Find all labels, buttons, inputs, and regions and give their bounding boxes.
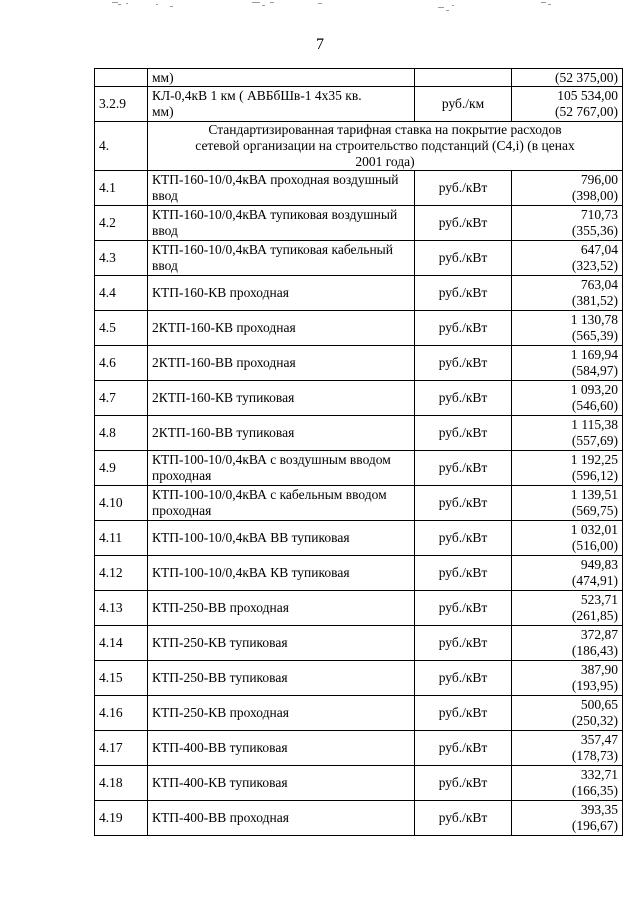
row-unit: руб./кВт [415,591,512,626]
row-value [512,766,623,801]
row-value [512,696,623,731]
row-name-line: КЛ-0,4кВ 1 км ( АВБбШв-1 4х35 кв. [152,88,362,103]
row-value-full: 393,35 [580,802,618,817]
row-name: КТП-100-10/0,4кВА с воздушным вводом проходная [148,451,415,486]
row-value [512,416,623,451]
row-value-half: (166,35) [571,783,618,798]
table-row [95,346,623,381]
table-row [95,801,623,836]
row-number: 4.13 [95,591,148,626]
row-value [512,346,623,381]
row-number: 4.17 [95,731,148,766]
row-number: 4.3 [95,241,148,276]
table-row [95,626,623,661]
row-unit: руб./кВт [415,416,512,451]
row-name: КТП-250-ВВ проходная [148,591,415,626]
row-value [512,486,623,521]
row-unit: руб./кВт [415,311,512,346]
table-row [95,451,623,486]
row-value-full: 357,47 [580,732,618,747]
row-unit: руб./км [415,87,512,122]
table-row [95,556,623,591]
row-unit: руб./кВт [415,486,512,521]
row-unit: руб./кВт [415,241,512,276]
row-value [512,731,623,766]
row-value-full: 1 032,01 [570,522,618,537]
section-title-line: 2001 года) [355,154,415,169]
row-value-half: (557,69) [571,433,618,448]
table-row [95,416,623,451]
row-value [512,171,623,206]
row-value-half: (196,67) [571,818,618,833]
row-value-half: (186,43) [571,643,618,658]
row-value-full: 1 115,38 [571,417,618,432]
row-unit [415,69,512,87]
row-name: КТП-250-КВ проходная [148,696,415,731]
row-value-half: (584,97) [571,363,618,378]
row-value-full: 1 130,78 [570,312,618,327]
row-value-full: 710,73 [580,207,618,222]
row-number: 4.6 [95,346,148,381]
row-name: КТП-400-КВ тупиковая [148,766,415,801]
row-name: КТП-160-10/0,4кВА тупиковая кабельный ввод [148,241,415,276]
row-unit: руб./кВт [415,206,512,241]
row-value-full: 1 139,51 [570,487,618,502]
row-value-full: 387,90 [580,662,618,677]
table-row-continuation [95,69,623,87]
row-name: КТП-160-10/0,4кВА проходная воздушный ввод [148,171,415,206]
row-value-half: (178,73) [571,748,618,763]
row-value-full: 1 093,20 [570,382,618,397]
table-row [95,766,623,801]
row-unit: руб./кВт [415,661,512,696]
row-number: 4.19 [95,801,148,836]
row-value-half: (193,95) [571,678,618,693]
row-name: 2КТП-160-ВВ проходная [148,346,415,381]
row-value [512,626,623,661]
row-unit: руб./кВт [415,801,512,836]
row-unit: руб./кВт [415,521,512,556]
table-row-3-2-9 [95,87,623,122]
row-unit: руб./кВт [415,556,512,591]
row-unit: руб./кВт [415,696,512,731]
table-row [95,171,623,206]
row-value [512,556,623,591]
row-value-half: (381,52) [571,293,618,308]
row-name: мм) [148,69,415,87]
row-number: 4.11 [95,521,148,556]
row-unit: руб./кВт [415,626,512,661]
row-unit: руб./кВт [415,346,512,381]
row-value [512,87,623,122]
row-value-full: 949,83 [580,557,618,572]
row-value-half: (323,52) [571,258,618,273]
scan-artifacts [0,0,640,30]
row-value [512,276,623,311]
row-unit: руб./кВт [415,451,512,486]
row-value-full: 500,65 [580,697,618,712]
row-name: 2КТП-160-КВ проходная [148,311,415,346]
row-value-full: 1 192,25 [570,452,618,467]
row-value-full: 763,04 [580,277,618,292]
row-value-half: (474,91) [571,573,618,588]
row-number: 4.12 [95,556,148,591]
row-value-full: 796,00 [580,172,618,187]
row-value-full: 372,87 [580,627,618,642]
row-number: 3.2.9 [95,87,148,122]
row-value-full: 647,04 [580,242,618,257]
table-row [95,591,623,626]
row-value-half: (250,32) [571,713,618,728]
row-unit: руб./кВт [415,276,512,311]
row-value-half: (398,00) [571,188,618,203]
row-value-full: 1 169,94 [570,347,618,362]
row-name: 2КТП-160-КВ тупиковая [148,381,415,416]
row-value-half: (546,60) [571,398,618,413]
page-number: 7 [316,36,324,53]
table-row [95,241,623,276]
section-title-line: Стандартизированная тарифная ставка на покрытие расходов [208,122,562,137]
row-name: КТП-250-КВ тупиковая [148,626,415,661]
row-value-full: 105 534,00 [557,88,618,103]
row-number: 4.15 [95,661,148,696]
row-number: 4.2 [95,206,148,241]
table-row [95,311,623,346]
row-value-full: 523,71 [580,592,618,607]
row-unit: руб./кВт [415,381,512,416]
row-value [512,311,623,346]
table-row [95,696,623,731]
row-value: (52 375,00) [512,69,623,87]
row-value [512,661,623,696]
row-name-line: мм) [152,104,174,119]
row-name: КТП-160-КВ проходная [148,276,415,311]
row-unit: руб./кВт [415,171,512,206]
row-value [512,451,623,486]
row-name: КТП-160-10/0,4кВА тупиковая воздушный ввод [148,206,415,241]
row-value [512,241,623,276]
row-value-half: (355,36) [571,223,618,238]
row-number: 4.14 [95,626,148,661]
row-name: 2КТП-160-ВВ тупиковая [148,416,415,451]
row-value-half: (516,00) [571,538,618,553]
row-number: 4.5 [95,311,148,346]
row-name: КТП-250-ВВ тупиковая [148,661,415,696]
row-number: 4.10 [95,486,148,521]
table-row [95,661,623,696]
row-value-half: (52 767,00) [555,104,618,119]
row-number: 4.8 [95,416,148,451]
row-name: КТП-100-10/0,4кВА с кабельным вводом проходная [148,486,415,521]
row-number [95,69,148,87]
row-unit: руб./кВт [415,731,512,766]
table-row [95,521,623,556]
row-value-half: (565,39) [571,328,618,343]
row-value-half: (596,12) [571,468,618,483]
row-name: КТП-400-ВВ проходная [148,801,415,836]
row-number: 4.7 [95,381,148,416]
row-name: КТП-100-10/0,4кВА КВ тупиковая [148,556,415,591]
table-row [95,486,623,521]
section-title [148,122,623,171]
row-value [512,381,623,416]
tariff-table [94,68,623,836]
row-value [512,521,623,556]
row-value [512,206,623,241]
table-row [95,381,623,416]
row-unit: руб./кВт [415,766,512,801]
row-number: 4.9 [95,451,148,486]
row-value [512,801,623,836]
section-header-row [95,122,623,171]
row-name [148,87,415,122]
row-number: 4.1 [95,171,148,206]
row-value [512,591,623,626]
section-number: 4. [95,122,148,171]
row-value-full: 332,71 [580,767,618,782]
section-title-line: сетевой организации на строительство подстанций (С4,i) (в ценах [195,138,575,153]
table-row [95,206,623,241]
row-name: КТП-100-10/0,4кВА ВВ тупиковая [148,521,415,556]
row-number: 4.16 [95,696,148,731]
row-name: КТП-400-ВВ тупиковая [148,731,415,766]
row-value-half: (569,75) [571,503,618,518]
table-row [95,276,623,311]
row-number: 4.4 [95,276,148,311]
row-value-half: (261,85) [571,608,618,623]
table-row [95,731,623,766]
row-number: 4.18 [95,766,148,801]
